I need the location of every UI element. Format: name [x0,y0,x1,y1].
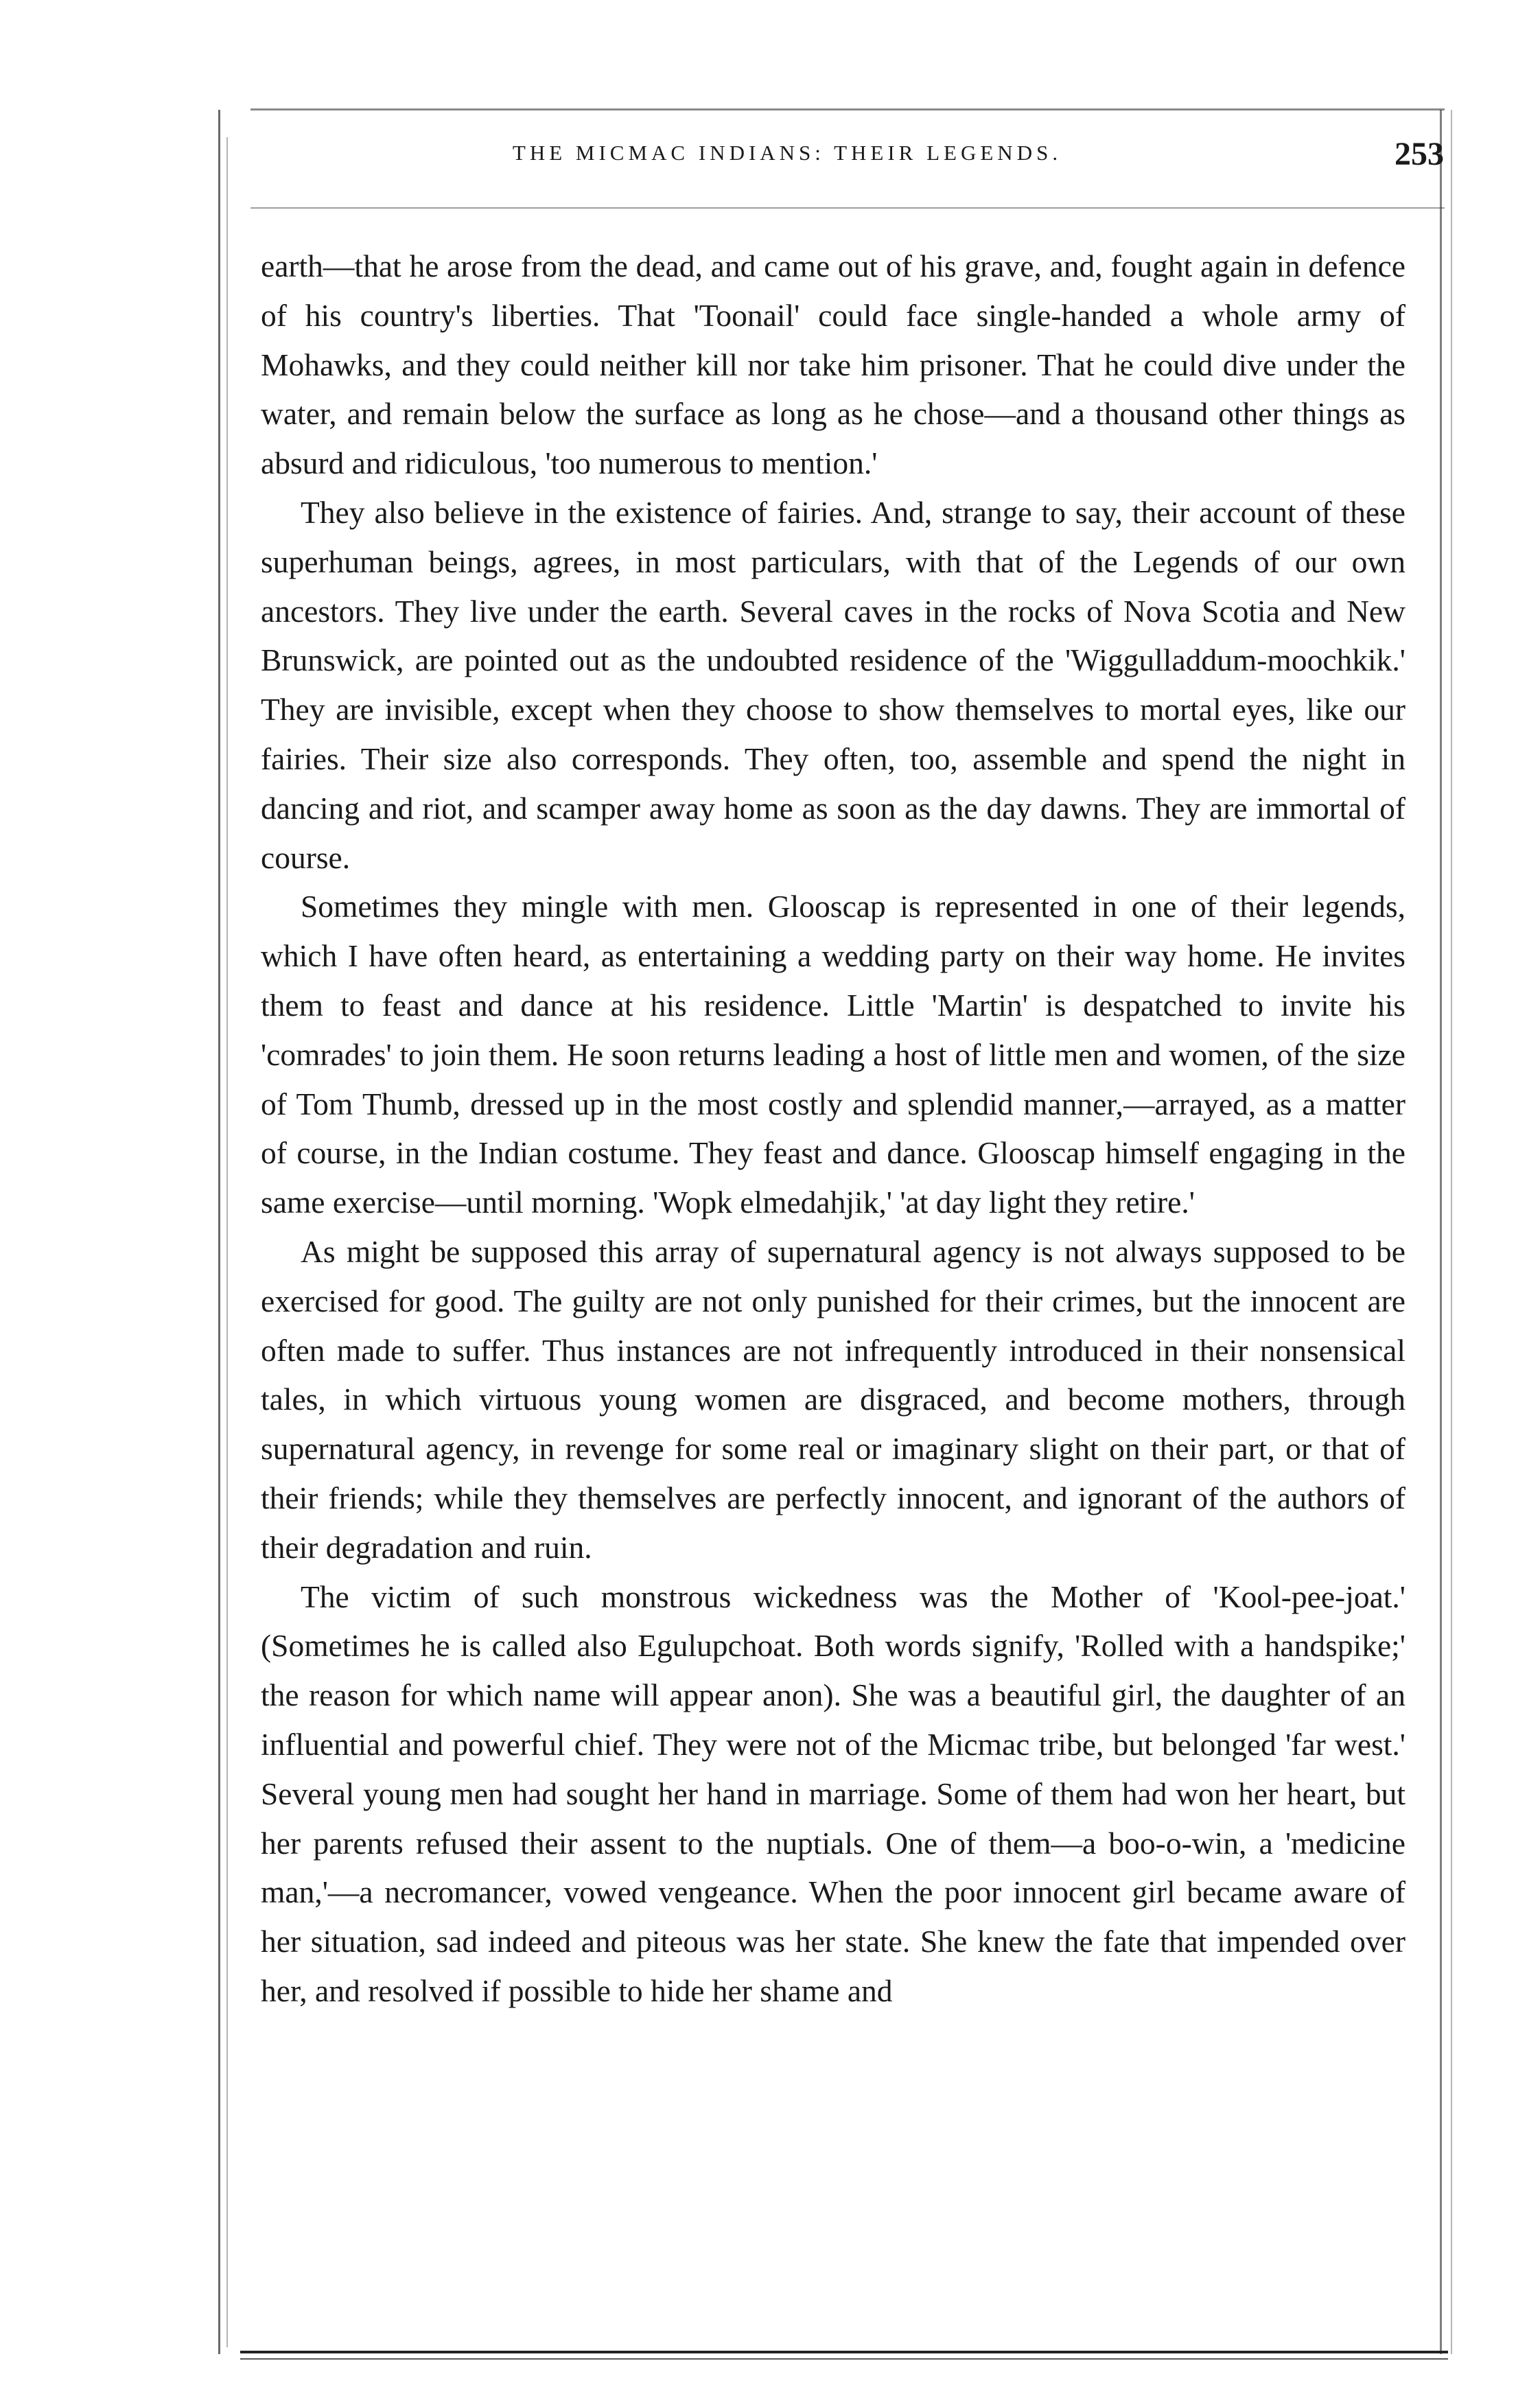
running-title: THE MICMAC INDIANS: THEIR LEGENDS. [512,141,1062,165]
paragraph-5: The victim of such monstrous wickedness was the Mother of 'Kool-pee-joat.' (Sometimes he is called also Egulupchoat. Both words signify, 'Rolled with a handspike;' the reason for which name will appear anon). She was a beautiful girl, the daughter of an influential and powerful chief. They were not of the Micmac tribe, but belonged 'far west.' Several young men had sought her hand in marriage. Some of them had won her heart, but her parents refused their assent to the nuptials. One of them—a boo-o-win, a 'medicine man,'—a necromancer, vowed vengeance. When the poor innocent girl became aware of her situation, sad indeed and piteous was her state. She knew the fate that impended over her, and resolved if possible to hide her shame and [261,1579,1405,2008]
body-text [261,242,1405,2016]
paragraph-2: They also believe in the existence of fairies. And, strange to say, their account of these superhuman beings, agrees, in most particulars, with that of the Legends of our own ancestors. They live under the earth. Several caves in the rocks of Nova Scotia and New Brunswick, are pointed out as the undoubted residence of the 'Wiggulladdum-moochkik.' They are invisible, except when they choose to show themselves to mortal eyes, like our fairies. Their size also corresponds. They often, too, assemble and spend the night in dancing and riot, and scamper away home as soon as the day dawns. They are immortal of course. [261,494,1405,875]
bottom-rule-thick [240,2351,1448,2353]
top-rule-lower [250,207,1445,209]
right-frame-line-outer [1451,110,1452,2354]
top-rule-upper [250,108,1445,110]
left-frame-line [218,110,220,2354]
page-number: 253 [1395,136,1444,172]
running-head [247,136,1444,182]
bottom-rule-thin [240,2358,1448,2360]
right-frame-line [1440,110,1442,2354]
paragraph-3: Sometimes they mingle with men. Glooscap is represented in one of their legends, which I have often heard, as entertaining a wedding party on their way home. He invites them to feast and dance at his residence. Little 'Martin' is despatched to invite his 'comrades' to join them. He soon returns leading a host of little men and women, of the size of Tom Thumb, dressed up in the most costly and splendid manner,—arrayed, as a matter of course, in the Indian costume. They feast and dance. Glooscap himself engaging in the same exercise—until morning. 'Wopk elmedahjik,' 'at day light they retire.' [261,889,1405,1220]
left-frame-line-inner [226,137,228,2347]
paragraph-4: As might be supposed this array of supernatural agency is not always supposed to be exercised for good. The guilty are not only punished for their crimes, but the innocent are often made to suffer. Thus instances are not infrequently introduced in their nonsensical tales, in which virtuous young women are disgraced, and become mothers, through supernatural agency, in revenge for some real or imaginary slight on their part, or that of their friends; while they themselves are perfectly innocent, and ignorant of the authors of their degradation and ruin. [261,1233,1405,1565]
paragraph-1: earth—that he arose from the dead, and came out of his grave, and, fought again in defence of his country's liberties. That 'Toonail' could face single-handed a whole army of Mohawks, and they could neither kill nor take him prisoner. That he could dive under the water, and remain below the surface as long as he chose—and a thousand other things as absurd and ridiculous, 'too numerous to mention.' [261,248,1405,481]
